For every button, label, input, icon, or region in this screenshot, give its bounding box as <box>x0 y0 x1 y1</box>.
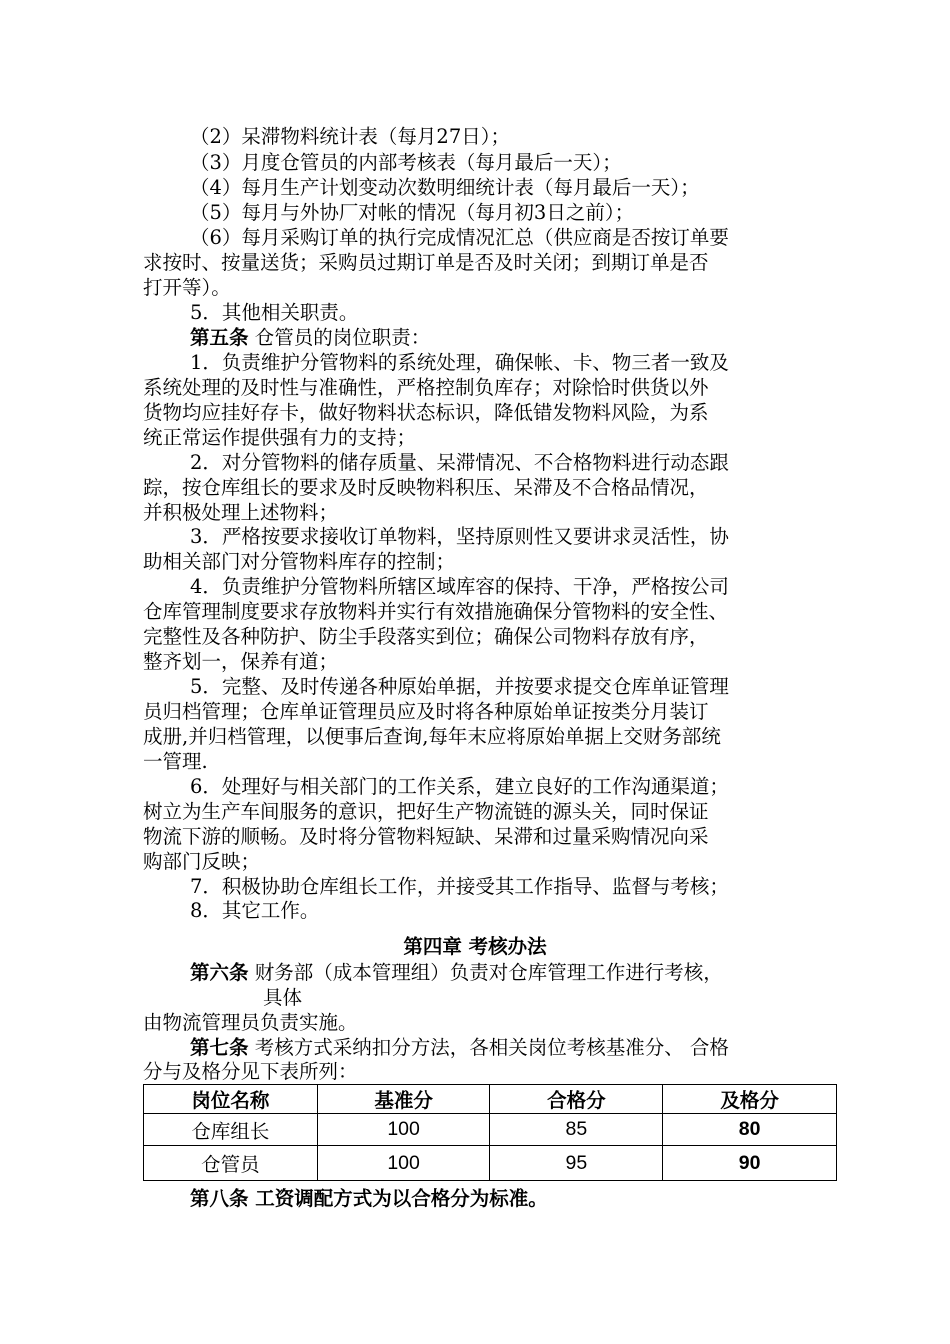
paragraph-line: 购部门反映； <box>143 850 261 873</box>
paragraph-line: 7．积极协助仓库组长工作，并接受其工作指导、监督与考核； <box>190 875 729 898</box>
article-label: 第五条 <box>190 326 249 349</box>
table-cell: 85 <box>490 1114 663 1146</box>
paragraph-line: 8．其它工作。 <box>190 899 320 922</box>
list-item: （4）每月生产计划变动次数明细统计表（每月最后一天）； <box>190 176 700 199</box>
table-cell: 95 <box>490 1146 663 1181</box>
paragraph-line: 成册,并归档管理，以便事后查询,每年末应将原始单据上交财务部统 <box>143 725 721 748</box>
paragraph-line: 系统处理的及时性与准确性，严格控制负库存；对除恰时供货以外 <box>143 376 709 399</box>
paragraph-line: 分与及格分见下表所列： <box>143 1060 358 1083</box>
table-cell: 100 <box>317 1146 490 1181</box>
paragraph-line: 完整性及各种防护、防尘手段落实到位；确保公司物料存放有序， <box>143 625 709 648</box>
paragraph-line: 6．处理好与相关部门的工作关系，建立良好的工作沟通渠道； <box>190 775 729 798</box>
paragraph-line: 整齐划一，保养有道； <box>143 650 339 673</box>
table-row <box>144 1146 837 1181</box>
paragraph-line: 由物流管理员负责实施。 <box>143 1011 358 1034</box>
table-cell: 100 <box>317 1114 490 1146</box>
paragraph-line: 物流下游的顺畅。及时将分管物料短缺、呆滞和过量采购情况向采 <box>143 825 709 848</box>
list-item: 求按时、按量送货；采购员过期订单是否及时关闭；到期订单是否 <box>143 251 709 274</box>
paragraph-line: 统正常运作提供强有力的支持； <box>143 426 417 449</box>
article-title: 仓管员的岗位职责： <box>254 326 431 349</box>
score-table <box>143 1084 837 1181</box>
paragraph-line: 仓库管理制度要求存放物料并实行有效措施确保分管物料的安全性、 <box>143 600 729 623</box>
paragraph-line: 1．负责维护分管物料的系统处理，确保帐、卡、物三者一致及 <box>190 351 729 374</box>
table-cell: 仓库组长 <box>144 1114 318 1146</box>
list-item: 5．其他相关职责。 <box>190 301 359 324</box>
paragraph-line: 2．对分管物料的储存质量、呆滞情况、不合格物料进行动态跟 <box>190 451 729 474</box>
article-5-heading <box>190 325 430 351</box>
table-cell: 仓管员 <box>144 1146 318 1181</box>
paragraph-line: 具体 <box>263 986 303 1009</box>
article-8-line: 第八条 工资调配方式为以合格分为标准。 <box>190 1187 548 1210</box>
paragraph-line: 5．完整、及时传递各种原始单据，并按要求提交仓库单证管理 <box>190 675 729 698</box>
paragraph-line: 树立为生产车间服务的意识，把好生产物流链的源头关，同时保证 <box>143 800 709 823</box>
list-item: （3）月度仓管员的内部考核表（每月最后一天）； <box>190 151 622 174</box>
paragraph-line: 3．严格按要求接收订单物料，坚持原则性又要讲求灵活性，协 <box>190 525 729 548</box>
table-header-cell: 合格分 <box>490 1085 663 1114</box>
chapter-heading: 第四章 考核办法 <box>403 935 547 958</box>
table-header-row <box>144 1085 837 1114</box>
article-text: 考核方式采纳扣分方法，各相关岗位考核基准分、 合格 <box>254 1036 729 1059</box>
article-6-line <box>190 960 723 986</box>
table-cell: 80 <box>663 1114 837 1146</box>
article-7-line <box>190 1035 729 1061</box>
article-label: 第七条 <box>190 1036 249 1059</box>
article-text: 财务部（成本管理组）负责对仓库管理工作进行考核， <box>254 961 723 984</box>
paragraph-line: 踪，按仓库组长的要求及时反映物料积压、呆滞及不合格品情况， <box>143 476 709 499</box>
list-item: （6）每月采购订单的执行完成情况汇总（供应商是否按订单要 <box>190 226 729 249</box>
table-header-cell: 及格分 <box>663 1085 837 1114</box>
paragraph-line: 助相关部门对分管物料库存的控制； <box>143 550 456 573</box>
paragraph-line: 货物均应挂好存卡，做好物料状态标识，降低错发物料风险，为系 <box>143 401 709 424</box>
paragraph-line: 一管理. <box>143 750 208 773</box>
paragraph-line: 4．负责维护分管物料所辖区域库容的保持、干净，严格按公司 <box>190 575 729 598</box>
list-item: （5）每月与外协厂对帐的情况（每月初3日之前）； <box>190 201 635 224</box>
list-item: （2）呆滞物料统计表（每月27日）； <box>190 125 510 148</box>
table-row <box>144 1114 837 1146</box>
paragraph-line: 员归档管理；仓库单证管理员应及时将各种原始单证按类分月装订 <box>143 700 709 723</box>
paragraph-line: 并积极处理上述物料； <box>143 501 339 524</box>
table-header-cell: 岗位名称 <box>144 1085 318 1114</box>
table-header-cell: 基准分 <box>317 1085 490 1114</box>
table-cell: 90 <box>663 1146 837 1181</box>
list-item: 打开等）。 <box>143 276 231 299</box>
article-label: 第六条 <box>190 961 249 984</box>
